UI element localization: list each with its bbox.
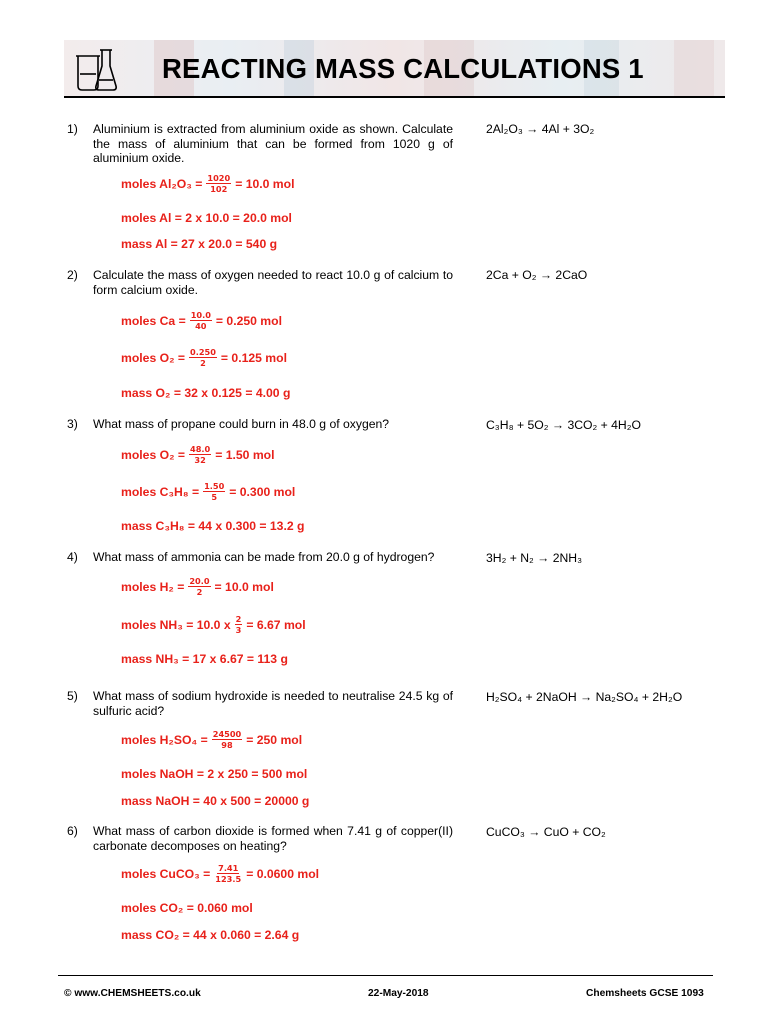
fraction-numerator: 0.250	[190, 347, 216, 357]
lab-glassware-icon	[72, 46, 120, 92]
answer-line: mass NH₃ = 17 x 6.67 = 113 g	[121, 652, 288, 666]
fraction	[188, 576, 210, 597]
answer-line: mass C₃H₈ = 44 x 0.300 = 13.2 g	[121, 519, 305, 533]
fraction-denominator: 40	[195, 321, 207, 331]
answer-line: moles NaOH = 2 x 250 = 500 mol	[121, 767, 308, 781]
fraction	[203, 481, 225, 502]
answer-label: moles H₂ =	[121, 579, 185, 594]
fraction-denominator: 2	[196, 587, 203, 597]
fraction-denominator: 98	[221, 740, 233, 750]
answer-result: = 6.67 mol	[246, 617, 306, 632]
answer-label: moles Al₂O₃ =	[121, 176, 203, 191]
fraction-numerator: 2	[235, 614, 242, 624]
chemical-equation: 3H₂ + N₂ → 2NH₃	[486, 551, 583, 565]
chemical-equation: CuCO₃ → CuO + CO₂	[486, 825, 606, 839]
footer-copyright: © www.CHEMSHEETS.co.uk	[64, 988, 201, 999]
answer-line: mass CO₂ = 44 x 0.060 = 2.64 g	[121, 928, 300, 942]
fraction	[190, 310, 212, 331]
answer-label: moles C₃H₈ =	[121, 484, 200, 499]
question-text: Calculate the mass of oxygen needed to react 10.0 g of calcium to form calcium oxide.	[93, 268, 453, 297]
fraction-numerator: 20.0	[189, 576, 210, 586]
chemical-equation: 2Al₂O₃ → 4Al + 3O₂	[486, 122, 595, 136]
fraction	[189, 444, 211, 465]
answer-label: moles NH₃ = 10.0 x	[121, 617, 231, 632]
answer-line: mass NaOH = 40 x 500 = 20000 g	[121, 794, 310, 808]
answer-line	[121, 576, 274, 597]
fraction	[189, 347, 217, 368]
question-number: 3)	[67, 417, 78, 431]
answer-line	[121, 310, 282, 331]
answer-line: moles CO₂ = 0.060 mol	[121, 901, 253, 915]
answer-result: = 0.0600 mol	[246, 866, 320, 881]
answer-line	[121, 481, 295, 502]
chemical-equation: H₂SO₄ + 2NaOH → Na₂SO₄ + 2H₂O	[486, 690, 683, 704]
answer-line	[121, 729, 302, 750]
fraction-numerator: 1020	[207, 173, 231, 183]
fraction-numerator: 7.41	[218, 863, 239, 873]
chemical-equation: 2Ca + O₂ → 2CaO	[486, 268, 588, 282]
fraction-denominator: 3	[235, 625, 242, 635]
fraction	[206, 173, 231, 194]
question-text: What mass of carbon dioxide is formed when 7.41 g of copper(II) carbonate decomposes on heating?	[93, 824, 453, 853]
fraction	[235, 614, 243, 635]
fraction-numerator: 24500	[212, 729, 242, 739]
chemical-equation: C₃H₈ + 5O₂ → 3CO₂ + 4H₂O	[486, 418, 641, 432]
fraction	[214, 863, 242, 884]
fraction-denominator: 123.5	[215, 874, 242, 884]
answer-label: moles Ca =	[121, 313, 186, 328]
fraction-numerator: 1.50	[204, 481, 225, 491]
answer-result: = 0.125 mol	[220, 350, 287, 365]
answer-label: moles O₂ =	[121, 447, 186, 462]
question-number: 5)	[67, 689, 78, 703]
answer-line	[121, 863, 319, 884]
answer-result: = 0.250 mol	[215, 313, 282, 328]
fraction-denominator: 2	[200, 358, 206, 368]
question-number: 6)	[67, 824, 78, 838]
answer-line	[121, 444, 275, 465]
question-text: What mass of sodium hydroxide is needed to neutralise 24.5 kg of sulfuric acid?	[93, 689, 453, 718]
answer-result: = 10.0 mol	[235, 176, 295, 191]
page-title: REACTING MASS CALCULATIONS 1	[162, 53, 644, 84]
answer-label: moles CuCO₃ =	[121, 866, 211, 881]
answer-line	[121, 173, 294, 194]
answer-result: = 0.300 mol	[229, 484, 296, 499]
question-text: Aluminium is extracted from aluminium oxide as shown. Calculate the mass of aluminium that can be formed from 1020 g of aluminium oxide.	[93, 122, 453, 165]
answer-line	[121, 614, 306, 635]
fraction-denominator: 5	[211, 492, 218, 502]
answer-label: moles O₂ =	[121, 350, 186, 365]
answer-label: moles H₂SO₄ =	[121, 732, 208, 747]
question-number: 4)	[67, 550, 78, 564]
fraction-denominator: 32	[194, 455, 206, 465]
fraction	[212, 729, 242, 750]
question-text: What mass of ammonia can be made from 20.0 g of hydrogen?	[93, 550, 435, 564]
footer-reference: Chemsheets GCSE 1093	[586, 988, 704, 999]
fraction-denominator: 102	[210, 184, 228, 194]
answer-line: mass O₂ = 32 x 0.125 = 4.00 g	[121, 386, 291, 400]
answer-result: = 250 mol	[246, 732, 303, 747]
answer-result: = 10.0 mol	[214, 579, 274, 594]
fraction-numerator: 10.0	[190, 310, 211, 320]
question-number: 2)	[67, 268, 78, 282]
footer-date: 22-May-2018	[368, 988, 429, 999]
answer-line: moles Al = 2 x 10.0 = 20.0 mol	[121, 211, 292, 225]
footer-divider	[58, 975, 713, 976]
fraction-numerator: 48.0	[190, 444, 211, 454]
question-text: What mass of propane could burn in 48.0 g of oxygen?	[93, 417, 390, 431]
answer-result: = 1.50 mol	[215, 447, 275, 462]
question-number: 1)	[67, 122, 78, 136]
answer-line	[121, 347, 287, 368]
answer-line: mass Al = 27 x 20.0 = 540 g	[121, 237, 278, 251]
